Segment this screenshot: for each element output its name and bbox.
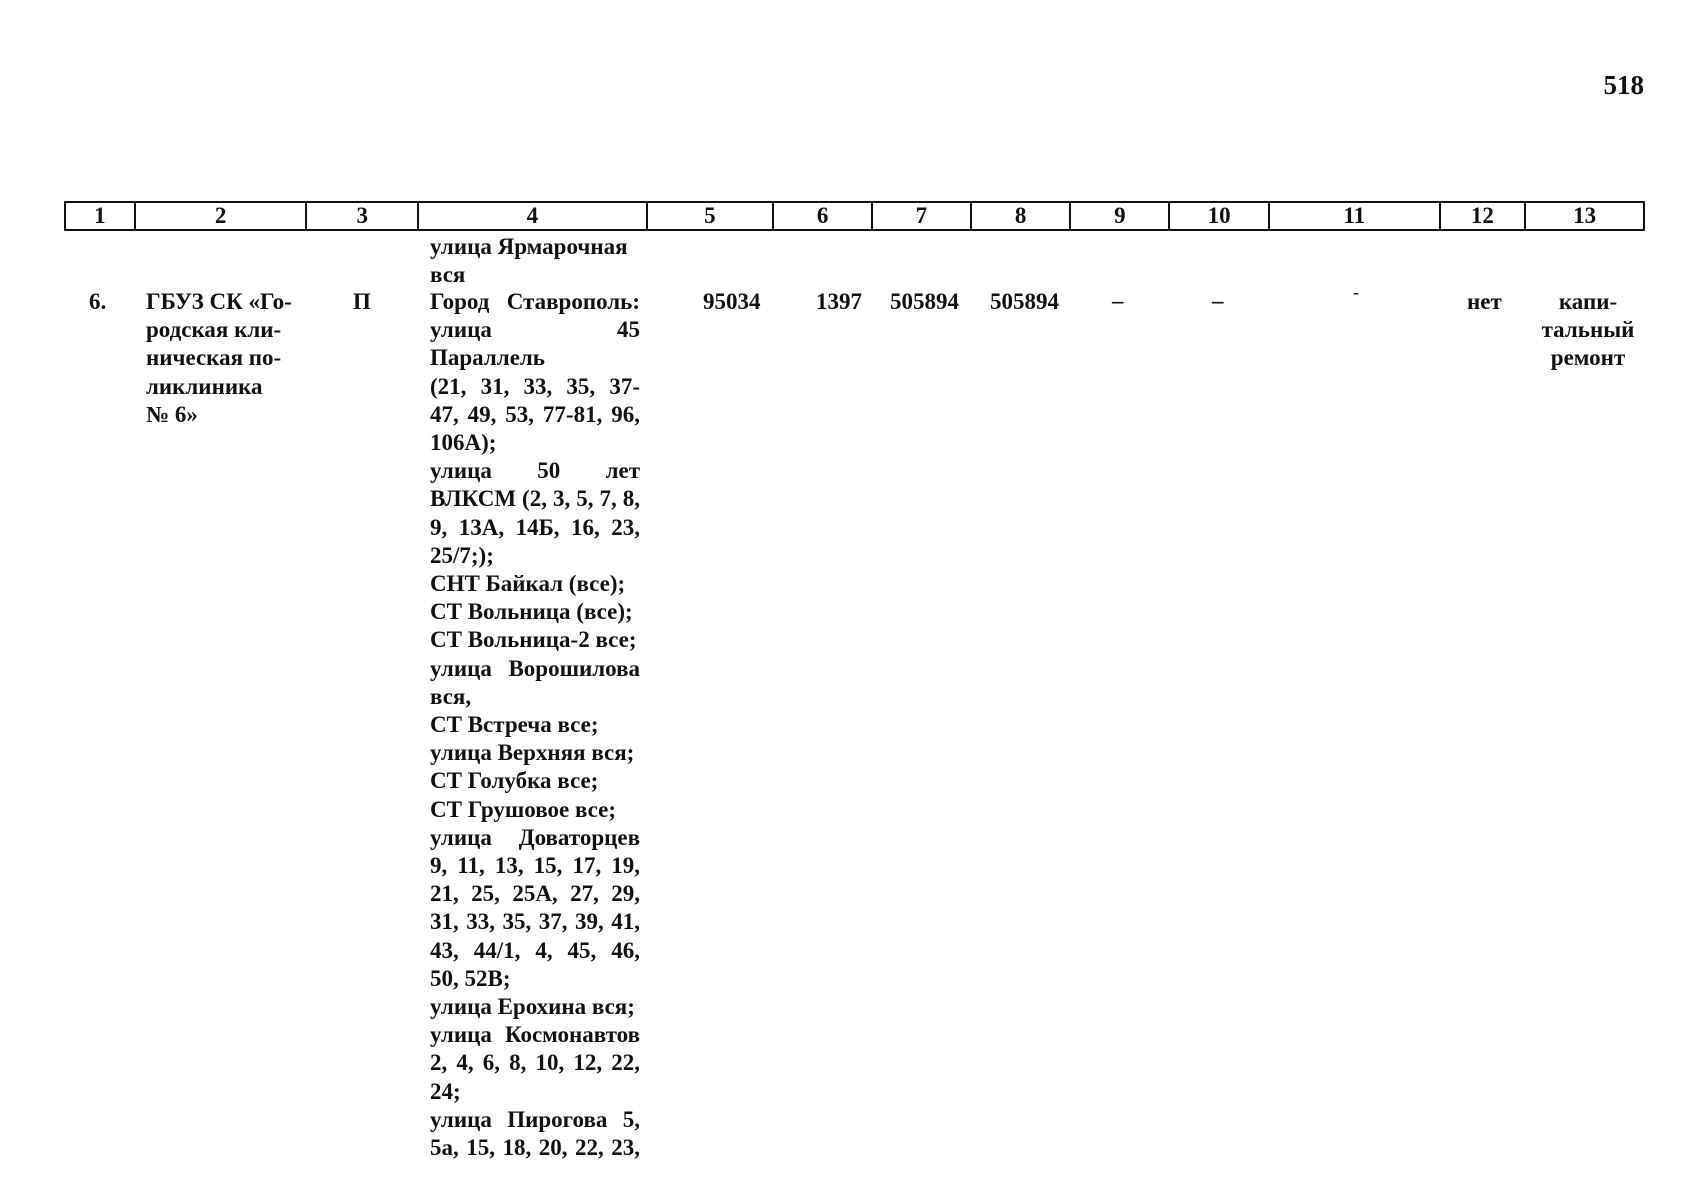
col9-value: – <box>1112 288 1124 313</box>
institution-cell <box>146 288 296 429</box>
address-line: улица Ярмарочная <box>430 234 628 259</box>
address-line: СТ Вольница (все); <box>430 599 633 625</box>
address-line: 9, 11, 13, 15, 17, 19, <box>430 853 640 879</box>
col13-line: ремонт <box>1550 345 1626 371</box>
address-line: улица Ворошилова <box>430 655 640 681</box>
address-line: улица Ерохина вся; <box>430 994 635 1020</box>
type-cell: П <box>353 289 371 314</box>
address-line: СТ Встреча все; <box>430 712 599 738</box>
address-line: 43, 44/1, 4, 45, 46, <box>430 937 640 963</box>
header-cell: 10 <box>1170 203 1270 229</box>
address-line: вся, <box>430 683 472 709</box>
address-line: 25/7;); <box>430 542 494 568</box>
address-line: СНТ Байкал (все); <box>430 571 626 597</box>
address-line: улица Доваторцев <box>430 824 640 850</box>
col10-value: – <box>1212 288 1224 313</box>
institution-line: ГБУЗ СК «Го- <box>146 289 292 314</box>
address-line: 24; <box>430 1078 461 1104</box>
header-cell: 6 <box>774 203 873 229</box>
header-cell: 11 <box>1270 203 1441 229</box>
address-line: Город Ставрополь: <box>430 289 640 314</box>
address-line: 50, 52В; <box>430 965 511 991</box>
header-cell: 4 <box>419 203 647 229</box>
address-line: СТ Вольница-2 все; <box>430 627 637 653</box>
header-cell: 9 <box>1071 203 1170 229</box>
row-number-cell: 6. <box>89 289 107 314</box>
address-line: 47, 49, 53, 77-81, 96, <box>430 401 640 427</box>
institution-line: ликлиника <box>146 373 263 399</box>
address-line: 9, 13А, 14Б, 16, 23, <box>430 514 640 540</box>
address-line: вся <box>430 262 466 288</box>
header-cell: 12 <box>1441 203 1527 229</box>
address-line: ВЛКСМ (2, 3, 5, 7, 8, <box>430 486 640 512</box>
address-line: улица Верхняя вся; <box>430 740 635 766</box>
table-header-row <box>64 201 1645 231</box>
col7-value: 505894 <box>890 289 959 314</box>
address-line: улица 50 лет <box>430 458 640 484</box>
col11-value: - <box>1353 282 1359 302</box>
col12-value: нет <box>1467 289 1502 314</box>
col13-line: капи- <box>1558 289 1618 314</box>
address-line: 5а, 15, 18, 20, 22, 23, <box>430 1135 640 1161</box>
header-cell: 2 <box>136 203 308 229</box>
institution-line: № 6» <box>146 401 198 427</box>
address-line: 106А); <box>430 430 497 456</box>
address-line: улица 45 Параллель <box>430 317 640 371</box>
header-cell: 13 <box>1573 203 1597 228</box>
address-line: улица Космонавтов <box>430 1022 640 1048</box>
col5-value: 95034 <box>703 289 761 314</box>
header-cell: 5 <box>648 203 775 229</box>
col6-value: 1397 <box>816 289 862 314</box>
col13-line: тальный <box>1541 317 1635 343</box>
header-cell: 7 <box>873 203 972 229</box>
carryover-address-cell <box>430 233 634 289</box>
header-cell: 3 <box>307 203 419 229</box>
address-line: СТ Грушовое все; <box>430 796 616 822</box>
institution-line: ническая по- <box>146 345 282 371</box>
address-cell <box>430 288 640 1162</box>
col8-value: 505894 <box>990 289 1059 314</box>
address-line: 31, 33, 35, 37, 39, 41, <box>430 909 640 935</box>
address-line: 21, 25, 25А, 27, 29, <box>430 881 640 907</box>
header-cell: 1 <box>66 203 136 229</box>
header-cell: 8 <box>972 203 1072 229</box>
address-line: 2, 4, 6, 8, 10, 12, 22, <box>430 1050 640 1076</box>
institution-line: родская кли- <box>146 317 282 343</box>
col13-value <box>1528 288 1648 373</box>
page-number: 518 <box>1603 70 1644 100</box>
address-line: СТ Голубка все; <box>430 768 599 794</box>
address-line: (21, 31, 33, 35, 37- <box>430 373 640 399</box>
address-line: улица Пирогова 5, <box>430 1106 640 1132</box>
